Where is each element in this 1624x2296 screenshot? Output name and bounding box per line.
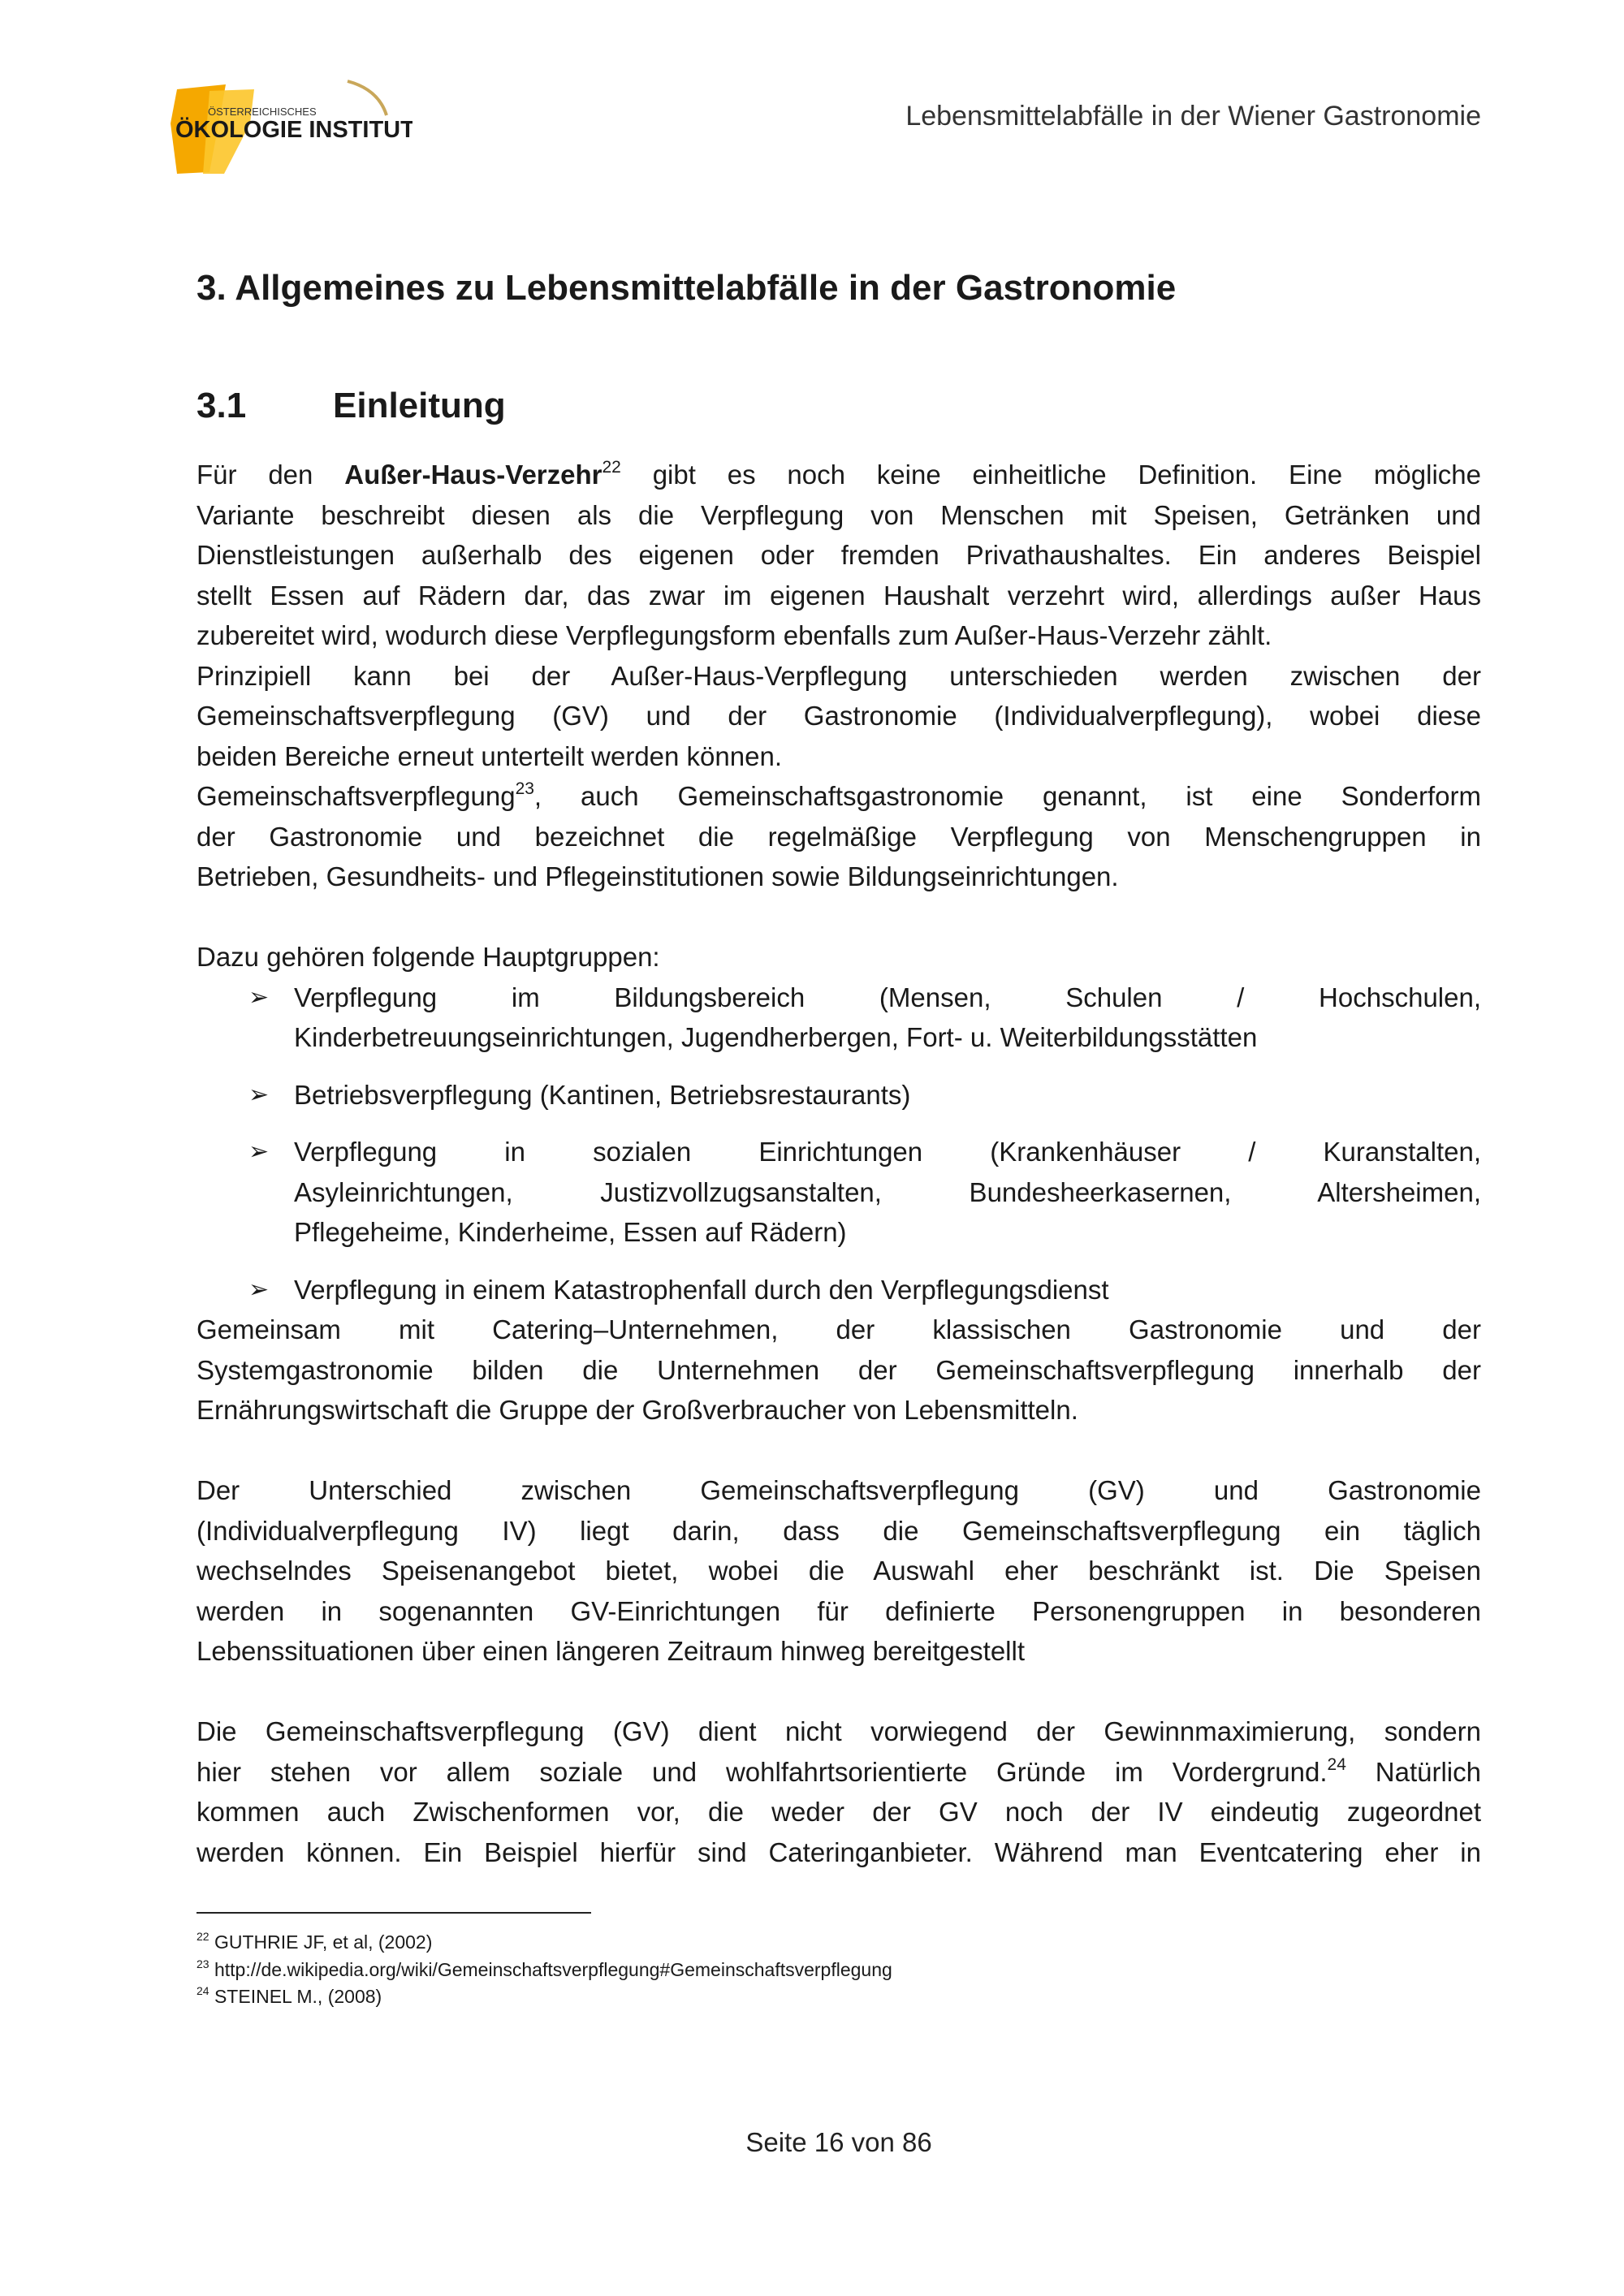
- body-text: [197, 455, 1481, 1872]
- subsection-heading: [197, 386, 506, 426]
- text-line: werden in sogenannten GV-Einrichtungen für definierte Personengruppen in besonderen: [197, 1595, 1481, 1626]
- subsection-number: 3.1: [197, 386, 247, 425]
- footnote-number: 22: [197, 1930, 209, 1944]
- text-line: beiden Bereiche erneut unterteilt werden können.: [197, 740, 782, 771]
- text-line: [197, 776, 1481, 817]
- text-line: [197, 455, 1481, 495]
- page-number: Seite 16 von 86: [745, 2127, 932, 2157]
- bullet-item: [197, 1132, 1481, 1253]
- section-heading: 3. Allgemeines zu Lebensmittelabfälle in der Gastronomie: [197, 268, 1177, 308]
- paragraph: [197, 656, 1481, 777]
- text-line: werden können. Ein Beispiel hierfür sind Cateringanbieter. Während man Eventcatering eher in: [197, 1836, 1481, 1867]
- text-line: (Individualverpflegung IV) liegt darin, dass die Gemeinschaftsverpflegung ein täglich: [197, 1515, 1481, 1546]
- arrow-bullet-icon: ➢: [248, 1081, 270, 1108]
- oekologie-institut-logo: [161, 75, 412, 176]
- bullet-item: [197, 1075, 1481, 1116]
- footnote: [197, 1929, 892, 1957]
- text-line: Der Unterschied zwischen Gemeinschaftsverpflegung (GV) und Gastronomie: [197, 1475, 1481, 1505]
- text-run: hier stehen vor allem soziale und wohlfahrtsorientierte Gründe im Vordergrund.: [197, 1756, 1328, 1787]
- bullet-item: [197, 978, 1481, 1058]
- text-line: Betrieben, Gesundheits- und Pflegeinstitutionen sowie Bildungseinrichtungen.: [197, 861, 1119, 891]
- text-run: Für den: [197, 460, 345, 490]
- text-line: wechselndes Speisenangebot bietet, wobei die Auswahl eher beschränkt ist. Die Speisen: [197, 1556, 1481, 1586]
- footnote: [197, 1983, 892, 2011]
- text-line: Ernährungswirtschaft die Gruppe der Großverbraucher von Lebensmitteln.: [197, 1395, 1078, 1425]
- text-line: Verpflegung in sozialen Einrichtungen (Krankenhäuser / Kuranstalten,: [294, 1137, 1481, 1167]
- text-run: gibt es noch keine einheitliche Definition. Eine mögliche: [620, 460, 1481, 490]
- arrow-bullet-icon: ➢: [248, 1138, 270, 1165]
- text-line: Gemeinschaftsverpflegung (GV) und der Gastronomie (Individualverpflegung), wobei diese: [197, 701, 1481, 731]
- svg-text:ÖSTERREICHISCHES: ÖSTERREICHISCHES: [208, 106, 317, 118]
- text-line: der Gastronomie und bezeichnet die regelmäßige Verpflegung von Menschengruppen in: [197, 821, 1481, 852]
- blank-line: [197, 1431, 1481, 1471]
- paragraph: [197, 1470, 1481, 1672]
- running-header: Lebensmittelabfälle in der Wiener Gastronomie: [905, 101, 1481, 132]
- paragraph: [197, 937, 1481, 978]
- paragraph: [197, 1711, 1481, 1872]
- footnote-number: 23: [197, 1957, 209, 1970]
- text-line: Variante beschreibt diesen als die Verpflegung von Menschen mit Speisen, Getränken und: [197, 499, 1481, 530]
- paragraph: [197, 1310, 1481, 1431]
- footnote-text: STEINEL M., (2008): [214, 1986, 382, 2007]
- bold-term: Außer-Haus-Verzehr: [344, 460, 603, 490]
- text-run: Natürlich: [1345, 1756, 1481, 1787]
- text-line: zubereitet wird, wodurch diese Verpflegungsform ebenfalls zum Außer-Haus-Verzehr zählt.: [197, 620, 1272, 650]
- arrow-bullet-icon: ➢: [248, 983, 270, 1011]
- text-line: Dienstleistungen außerhalb des eigenen oder fremden Privathaushaltes. Ein anderes Beispiel: [197, 540, 1481, 570]
- text-line: kommen auch Zwischenformen vor, die weder der GV noch der IV eindeutig zugeordnet: [197, 1797, 1481, 1827]
- text-line: stellt Essen auf Rädern dar, das zwar im eigenen Haushalt verzehrt wird, allerdings außer Haus: [197, 580, 1481, 611]
- text-line: Gemeinsam mit Catering–Unternehmen, der klassischen Gastronomie und der: [197, 1314, 1481, 1344]
- text-line: Verpflegung im Bildungsbereich (Mensen, Schulen / Hochschulen,: [294, 982, 1481, 1012]
- footnote-text: http://de.wikipedia.org/wiki/Gemeinschaftsverpflegung#Gemeinschaftsverpflegung: [214, 1958, 892, 1980]
- text-line: Prinzipiell kann bei der Außer-Haus-Verpflegung unterschieden werden zwischen der: [197, 660, 1481, 691]
- text-line: Pflegeheime, Kinderheime, Essen auf Rädern): [294, 1217, 847, 1247]
- footnotes: [197, 1929, 892, 2011]
- footnote-number: 24: [197, 1984, 209, 1998]
- text-line: Dazu gehören folgende Hauptgruppen:: [197, 942, 660, 972]
- blank-line: [197, 897, 1481, 938]
- text-run: , auch Gemeinschaftsgastronomie genannt, ist eine Sonderform: [533, 781, 1481, 811]
- footnote: [197, 1957, 892, 1984]
- text-line: Betriebsverpflegung (Kantinen, Betriebsrestaurants): [294, 1079, 911, 1110]
- text-line: Asyleinrichtungen, Justizvollzugsanstalten, Bundesheerkasernen, Altersheimen,: [294, 1176, 1481, 1207]
- text-line: [197, 1752, 1481, 1793]
- text-line: Die Gemeinschaftsverpflegung (GV) dient nicht vorwiegend der Gewinnmaximierung, sondern: [197, 1716, 1481, 1746]
- footnote-ref: 22: [602, 458, 621, 477]
- svg-text:ÖKOLOGIE INSTITUT: ÖKOLOGIE INSTITUT: [175, 117, 412, 143]
- arrow-bullet-icon: ➢: [248, 1275, 270, 1303]
- subsection-title: Einleitung: [333, 386, 506, 425]
- text-line: Verpflegung in einem Katastrophenfall durch den Verpflegungsdienst: [294, 1274, 1109, 1305]
- bullet-list: [197, 978, 1481, 1310]
- footnote-ref: 23: [515, 779, 534, 798]
- text-line: Systemgastronomie bilden die Unternehmen der Gemeinschaftsverpflegung innerhalb der: [197, 1354, 1481, 1385]
- footnote-separator: [197, 1912, 591, 1914]
- footnote-text: GUTHRIE JF, et al, (2002): [214, 1931, 433, 1953]
- blank-line: [197, 1672, 1481, 1712]
- paragraph: [197, 776, 1481, 897]
- paragraph: [197, 455, 1481, 656]
- text-line: Lebenssituationen über einen längeren Zeitraum hinweg bereitgestellt: [197, 1636, 1026, 1666]
- footnote-ref: 24: [1327, 1754, 1346, 1774]
- text-line: Kinderbetreuungseinrichtungen, Jugendherbergen, Fort- u. Weiterbildungsstätten: [294, 1022, 1258, 1052]
- text-run: Gemeinschaftsverpflegung: [197, 781, 516, 811]
- bullet-item: [197, 1270, 1481, 1310]
